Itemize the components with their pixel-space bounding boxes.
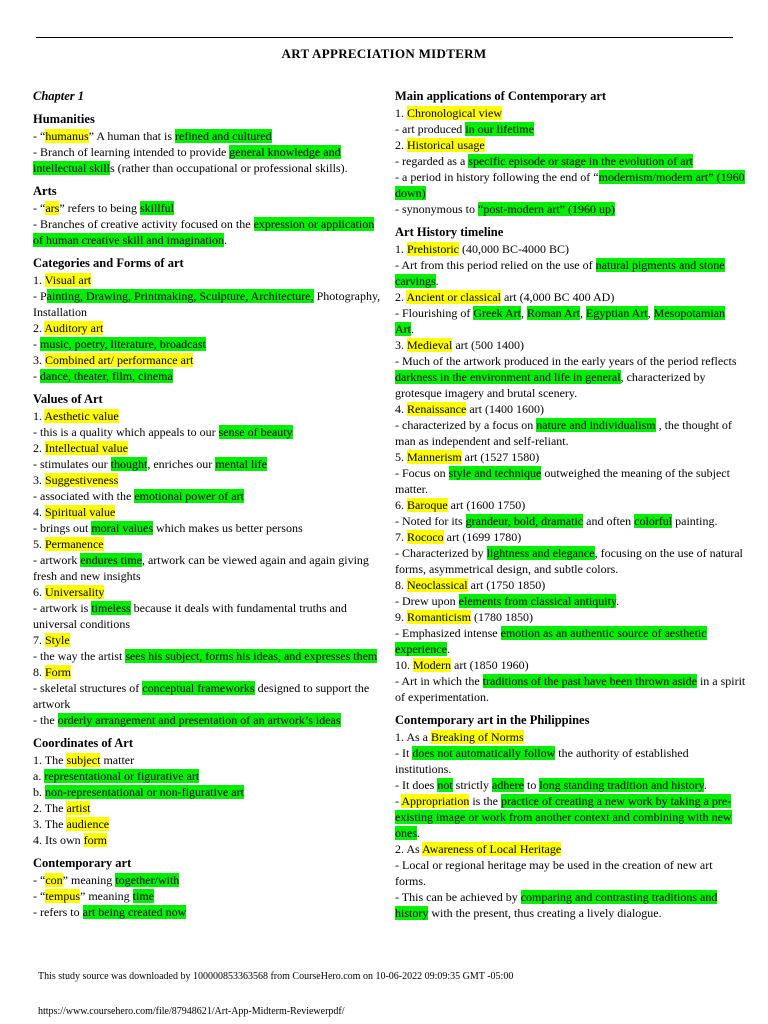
highlight-yellow: tempus	[45, 889, 80, 903]
section-heading: Categories and Forms of art	[33, 256, 184, 270]
highlight-yellow: humanus	[45, 129, 89, 143]
highlight-green: thought	[110, 457, 148, 471]
highlight-green: ainting, Drawing, Printmaking, Sculpture, Architecture,	[46, 289, 314, 303]
category-item	[33, 272, 386, 288]
highlight-yellow: Intellectual value	[45, 441, 128, 455]
highlight-green: together/with	[115, 873, 180, 887]
text: - stimulates our	[33, 457, 111, 471]
philippines-section	[395, 712, 746, 921]
highlight-green: sees his subject, forms his ideas, and expresses them	[125, 649, 378, 663]
text: 7.	[33, 633, 45, 647]
text: is the	[469, 794, 502, 808]
text: 4.	[395, 402, 407, 416]
applications-section	[395, 88, 746, 217]
text: 6.	[33, 585, 45, 599]
text: - the way the artist	[33, 649, 126, 663]
text: 2.	[33, 441, 45, 455]
value-item	[33, 632, 386, 648]
timeline-section	[395, 224, 746, 705]
text: - Characterized by	[395, 546, 487, 560]
coordinates-section	[33, 735, 386, 848]
highlight-green: timeless	[91, 601, 131, 615]
value-item	[33, 536, 386, 552]
highlight-yellow: Combined art/ performance art	[45, 353, 194, 367]
contemporary-line	[33, 888, 386, 904]
text: 4.	[33, 505, 45, 519]
value-detail	[33, 648, 386, 664]
text: - This can be achieved by	[395, 890, 521, 904]
value-item	[33, 664, 386, 680]
highlight-yellow: Historical usage	[407, 138, 485, 152]
highlight-yellow: Rococo	[407, 530, 444, 544]
text: .	[223, 233, 227, 247]
highlight-green: natural pigments and stone carvings	[395, 258, 725, 288]
text: 3. The	[33, 817, 67, 831]
section-heading: Coordinates of Art	[33, 736, 133, 750]
coordinate-item	[33, 800, 386, 816]
text: Photography, Installation	[33, 289, 381, 319]
text: art (1850 1960)	[451, 658, 529, 672]
text: - “	[33, 873, 46, 887]
text: strictly	[452, 778, 492, 792]
value-detail	[33, 680, 386, 712]
philippines-detail	[395, 777, 746, 793]
humanities-line	[33, 144, 386, 176]
text: - brings out	[33, 521, 92, 535]
contemporary-line	[33, 904, 386, 920]
highlight-green: Roman Art	[527, 306, 580, 320]
highlight-yellow: Style	[45, 633, 70, 647]
text: painting.	[672, 514, 718, 528]
philippines-detail	[395, 745, 746, 777]
philippines-detail	[395, 857, 746, 889]
text: 1. The	[33, 753, 67, 767]
highlight-yellow: Ancient or classical	[406, 290, 501, 304]
text: - Drew upon	[395, 594, 459, 608]
section-heading: Values of Art	[33, 392, 103, 406]
text: 2.	[395, 290, 407, 304]
philippines-detail	[395, 889, 746, 921]
contemporary-line	[33, 872, 386, 888]
timeline-detail	[395, 465, 746, 497]
coordinate-item	[33, 784, 386, 800]
text: (1780 1850)	[471, 610, 533, 624]
text: - the	[33, 713, 58, 727]
text: 7.	[395, 530, 407, 544]
value-detail	[33, 456, 386, 472]
text: art (1699 1780)	[443, 530, 522, 544]
philippines-item	[395, 729, 746, 745]
text: - “	[33, 129, 46, 143]
arts-section	[33, 183, 386, 248]
text: 1. As a	[395, 730, 431, 744]
text: 5.	[33, 537, 45, 551]
text: - Flourishing of	[395, 306, 474, 320]
value-detail	[33, 552, 386, 584]
section-heading: Main applications of Contemporary art	[395, 89, 607, 103]
humanities-line	[33, 128, 386, 144]
arts-line	[33, 216, 386, 248]
text: ” meaning	[80, 889, 133, 903]
highlight-green: specific episode or stage in the evolution of art	[468, 154, 693, 168]
highlight-yellow: Renaissance	[407, 402, 467, 416]
text: matter	[100, 753, 135, 767]
text: - associated with the	[33, 489, 135, 503]
value-item	[33, 504, 386, 520]
left-column	[33, 88, 386, 927]
text: art (1750 1850)	[467, 578, 546, 592]
text: ,	[580, 306, 586, 320]
highlight-green: refined and cultured	[175, 129, 272, 143]
highlight-green: nature and individualism	[536, 418, 656, 432]
text: - regarded as a	[395, 154, 469, 168]
highlight-yellow: Baroque	[407, 498, 448, 512]
highlight-green: not	[437, 778, 453, 792]
text: - art produced	[395, 122, 466, 136]
section-heading: Contemporary art in the Philippines	[395, 713, 590, 727]
highlight-yellow: ars	[45, 201, 60, 215]
text: 3.	[33, 473, 45, 487]
timeline-item	[395, 529, 746, 545]
text: - It does	[395, 778, 438, 792]
highlight-green: Greek Art	[473, 306, 521, 320]
text: 3.	[395, 338, 407, 352]
highlight-green: time	[132, 889, 154, 903]
text: - synonymous to	[395, 202, 479, 216]
coordinate-item	[33, 752, 386, 768]
highlight-yellow: artist	[66, 801, 91, 815]
text: - characterized by a focus on	[395, 418, 537, 432]
application-detail	[395, 201, 746, 217]
category-item	[33, 320, 386, 336]
highlight-green: emotion as an authentic source of aesthetic experience	[395, 626, 707, 656]
text: 1.	[33, 273, 45, 287]
text: 6.	[395, 498, 407, 512]
text: 1.	[33, 409, 45, 423]
value-detail	[33, 424, 386, 440]
highlight-green: adhere	[492, 778, 524, 792]
highlight-green: dance, theater, film, cinema	[40, 369, 173, 383]
text: -	[395, 794, 402, 808]
text: -	[33, 337, 40, 351]
text: , the thought of man as independent and self-reliant.	[395, 418, 732, 448]
highlight-green: in our lifetime	[465, 122, 534, 136]
timeline-detail	[395, 513, 746, 529]
highlight-yellow: Universality	[45, 585, 105, 599]
highlight-yellow: Mannerism	[407, 450, 462, 464]
text: .	[435, 274, 439, 288]
highlight-yellow: Permanence	[45, 537, 104, 551]
timeline-item	[395, 657, 746, 673]
timeline-detail	[395, 417, 746, 449]
highlight-green: traditions of the past have been thrown aside	[482, 674, 697, 688]
text: 3.	[33, 353, 45, 367]
highlight-green: does not automatically follow	[412, 746, 556, 760]
timeline-detail	[395, 305, 746, 337]
text: 8.	[33, 665, 45, 679]
value-detail	[33, 488, 386, 504]
text: , artwork can be viewed again and again giving fresh and new insights	[33, 553, 369, 583]
text: art (500 1400)	[452, 338, 524, 352]
text: 8.	[395, 578, 407, 592]
highlight-yellow: con	[45, 873, 63, 887]
application-detail	[395, 169, 746, 201]
highlight-green: comparing and contrasting traditions and history	[395, 890, 718, 920]
section-heading: Art History timeline	[395, 225, 504, 239]
contemporary-section	[33, 855, 386, 920]
text: - this is a quality which appeals to our	[33, 425, 219, 439]
highlight-green: Mesopotamian Art	[395, 306, 725, 336]
text: ” refers to being	[59, 201, 140, 215]
text: - Noted for its	[395, 514, 466, 528]
highlight-yellow: Appropriation	[401, 794, 470, 808]
highlight-green: music, poetry, literature, broadcast	[40, 337, 206, 351]
value-item	[33, 440, 386, 456]
highlight-green: long standing tradition and history	[539, 778, 704, 792]
text: (40,000 BC-4000 BC)	[459, 242, 570, 256]
text: .	[703, 778, 707, 792]
text: to	[523, 778, 540, 792]
text: art (1527 1580)	[461, 450, 540, 464]
text: ” A human that is	[88, 129, 175, 143]
text: 5.	[395, 450, 407, 464]
application-detail	[395, 121, 746, 137]
text: ,	[647, 306, 654, 320]
value-item	[33, 584, 386, 600]
values-section	[33, 391, 386, 728]
highlight-green: Egyptian Art	[586, 306, 648, 320]
text: art (4,000 BC 400 AD)	[500, 290, 615, 304]
text: s (rather than occupational or professional skills).	[109, 161, 348, 175]
highlight-yellow: Prehistoric	[407, 242, 459, 256]
text: 2. The	[33, 801, 67, 815]
highlight-green: general knowledge and intellectual skill	[33, 145, 341, 175]
timeline-item	[395, 449, 746, 465]
highlight-green: style and technique	[448, 466, 542, 480]
timeline-item	[395, 401, 746, 417]
text: - Much of the artwork produced in the early years of the period reflects	[395, 354, 737, 368]
text: - “	[33, 201, 46, 215]
highlight-green: modernism/modern art” (1960 down)	[395, 170, 745, 200]
highlight-green: orderly arrangement and presentation of an artwork’s ideas	[57, 713, 341, 727]
highlight-yellow: Form	[45, 665, 72, 679]
value-item	[33, 408, 386, 424]
text: - refers to	[33, 905, 83, 919]
categories-section	[33, 255, 386, 384]
text: , characterized by grotesque imagery and brutal scenery.	[395, 370, 706, 400]
text: - Emphasized intense	[395, 626, 501, 640]
highlight-green: practice of creating a new work by taking a pre-existing image or work from another context and combining with new ones	[395, 794, 732, 840]
philippines-item	[395, 841, 746, 857]
text: - Focus on	[395, 466, 449, 480]
text: - Art from this period relied on the use of	[395, 258, 596, 272]
text: - artwork	[33, 553, 81, 567]
text: ,	[521, 306, 527, 320]
text: - artwork is	[33, 601, 92, 615]
highlight-yellow: Awareness of Local Heritage	[422, 842, 562, 856]
highlight-green: conceptual frameworks	[142, 681, 255, 695]
highlight-yellow: Breaking of Norms	[431, 730, 524, 744]
timeline-detail	[395, 545, 746, 577]
text: 2. As	[395, 842, 423, 856]
timeline-detail	[395, 593, 746, 609]
text: 10.	[395, 658, 413, 672]
timeline-detail	[395, 673, 746, 705]
highlight-yellow: Romanticism	[407, 610, 471, 624]
timeline-detail	[395, 625, 746, 657]
text: - a period in history following the end of “	[395, 170, 599, 184]
timeline-item	[395, 497, 746, 513]
text: ” meaning	[62, 873, 116, 887]
highlight-green: expression or application of human creative skill and imagination	[33, 217, 375, 247]
text: 2.	[33, 321, 45, 335]
text: - Art in which the	[395, 674, 483, 688]
highlight-green: lightness and elegance	[486, 546, 595, 560]
highlight-yellow: Modern	[413, 658, 451, 672]
category-detail	[33, 336, 386, 352]
coordinate-item	[33, 768, 386, 784]
text: .	[446, 642, 450, 656]
highlight-green: colorful	[634, 514, 673, 528]
category-detail	[33, 288, 386, 320]
text: because it deals with fundamental truths and universal conditions	[33, 601, 347, 631]
highlight-yellow: audience	[66, 817, 110, 831]
section-heading: Arts	[33, 184, 57, 198]
timeline-detail	[395, 257, 746, 289]
text: with the present, thus creating a lively dialogue.	[428, 906, 662, 920]
text: , enriches our	[147, 457, 216, 471]
chapter-heading: Chapter 1	[33, 89, 85, 103]
highlight-yellow: Visual art	[44, 273, 92, 287]
source-url[interactable]: https://www.coursehero.com/file/87948621/Art-App-Midterm-Reviewerpdf/	[38, 1006, 345, 1017]
document-title: ART APPRECIATION MIDTERM	[281, 46, 487, 61]
application-item	[395, 105, 746, 121]
text: - It	[395, 746, 413, 760]
section-heading: Contemporary art	[33, 856, 132, 870]
chapter-section	[33, 88, 386, 104]
highlight-green: non-representational or non-figurative art	[45, 785, 244, 799]
highlight-green: grandeur, bold, dramatic	[465, 514, 584, 528]
timeline-detail	[395, 353, 746, 401]
text: - Branches of creative activity focused on the	[33, 217, 254, 231]
download-notice: This study source was downloaded by 100000853363568 from CourseHero.com on 10-06-2022 09:09:35 GMT -05:00	[38, 971, 514, 982]
value-detail	[33, 520, 386, 536]
text: art (1400 1600)	[466, 402, 544, 416]
highlight-yellow: Spiritual value	[45, 505, 116, 519]
value-item	[33, 472, 386, 488]
text: - Local or regional heritage may be used in the creation of new art forms.	[395, 858, 713, 888]
text: .	[417, 826, 420, 840]
humanities-section	[33, 111, 386, 176]
category-item	[33, 352, 386, 368]
text: designed to support the artwork	[33, 681, 370, 711]
text: -	[33, 369, 40, 383]
application-item	[395, 137, 746, 153]
top-rule	[36, 37, 733, 38]
value-detail	[33, 712, 386, 728]
highlight-green: “post-modern art” (1960 up)	[478, 202, 615, 216]
highlight-green: moral values	[91, 521, 153, 535]
text: .	[616, 594, 620, 608]
text: , focusing on the use of natural forms, asymmetrical design, and subtle colors.	[395, 546, 743, 576]
highlight-yellow: Chronological view	[407, 106, 502, 120]
highlight-yellow: Suggestiveness	[45, 473, 119, 487]
highlight-yellow: Aesthetic value	[44, 409, 119, 423]
section-heading: Humanities	[33, 112, 95, 126]
highlight-green: darkness in the environment and life in general	[395, 370, 621, 384]
text: 4. Its own	[33, 833, 84, 847]
text: a.	[33, 769, 45, 783]
category-detail	[33, 368, 386, 384]
timeline-item	[395, 241, 746, 257]
text: - skeletal structures of	[33, 681, 143, 695]
philippines-detail	[395, 793, 746, 841]
highlight-yellow: Neoclassical	[407, 578, 468, 592]
highlight-green: representational or figurative art	[44, 769, 200, 783]
coordinate-item	[33, 832, 386, 848]
highlight-green: endures time	[80, 553, 142, 567]
text: in a spirit of experimentation.	[395, 674, 746, 704]
highlight-green: emotional power of art	[134, 489, 244, 503]
highlight-green: elements from classical antiquity	[458, 594, 617, 608]
text: 1.	[395, 106, 407, 120]
timeline-item	[395, 337, 746, 353]
text: .	[411, 322, 414, 336]
highlight-green: sense of beauty	[218, 425, 293, 439]
arts-line	[33, 200, 386, 216]
text: 9.	[395, 610, 407, 624]
timeline-item	[395, 577, 746, 593]
text: - P	[33, 289, 47, 303]
highlight-green: art being created now	[82, 905, 187, 919]
highlight-yellow: Auditory art	[44, 321, 104, 335]
application-detail	[395, 153, 746, 169]
right-column	[395, 88, 746, 928]
coordinate-item	[33, 816, 386, 832]
text: - “	[33, 889, 46, 903]
value-detail	[33, 600, 386, 632]
text: 1.	[395, 242, 407, 256]
text: art (1600 1750)	[447, 498, 526, 512]
text: - Branch of learning intended to provide	[33, 145, 230, 159]
highlight-green: mental life	[215, 457, 267, 471]
text: and often	[583, 514, 635, 528]
text: 2.	[395, 138, 407, 152]
text: the authority of established institutions.	[395, 746, 689, 776]
highlight-yellow: Medieval	[407, 338, 453, 352]
highlight-green: skillful	[139, 201, 174, 215]
timeline-item	[395, 289, 746, 305]
timeline-item	[395, 609, 746, 625]
text: b.	[33, 785, 45, 799]
highlight-yellow: form	[83, 833, 107, 847]
text: which makes us better persons	[153, 521, 303, 535]
text: outweighed the meaning of the subject matter.	[395, 466, 730, 496]
highlight-yellow: subject	[66, 753, 101, 767]
